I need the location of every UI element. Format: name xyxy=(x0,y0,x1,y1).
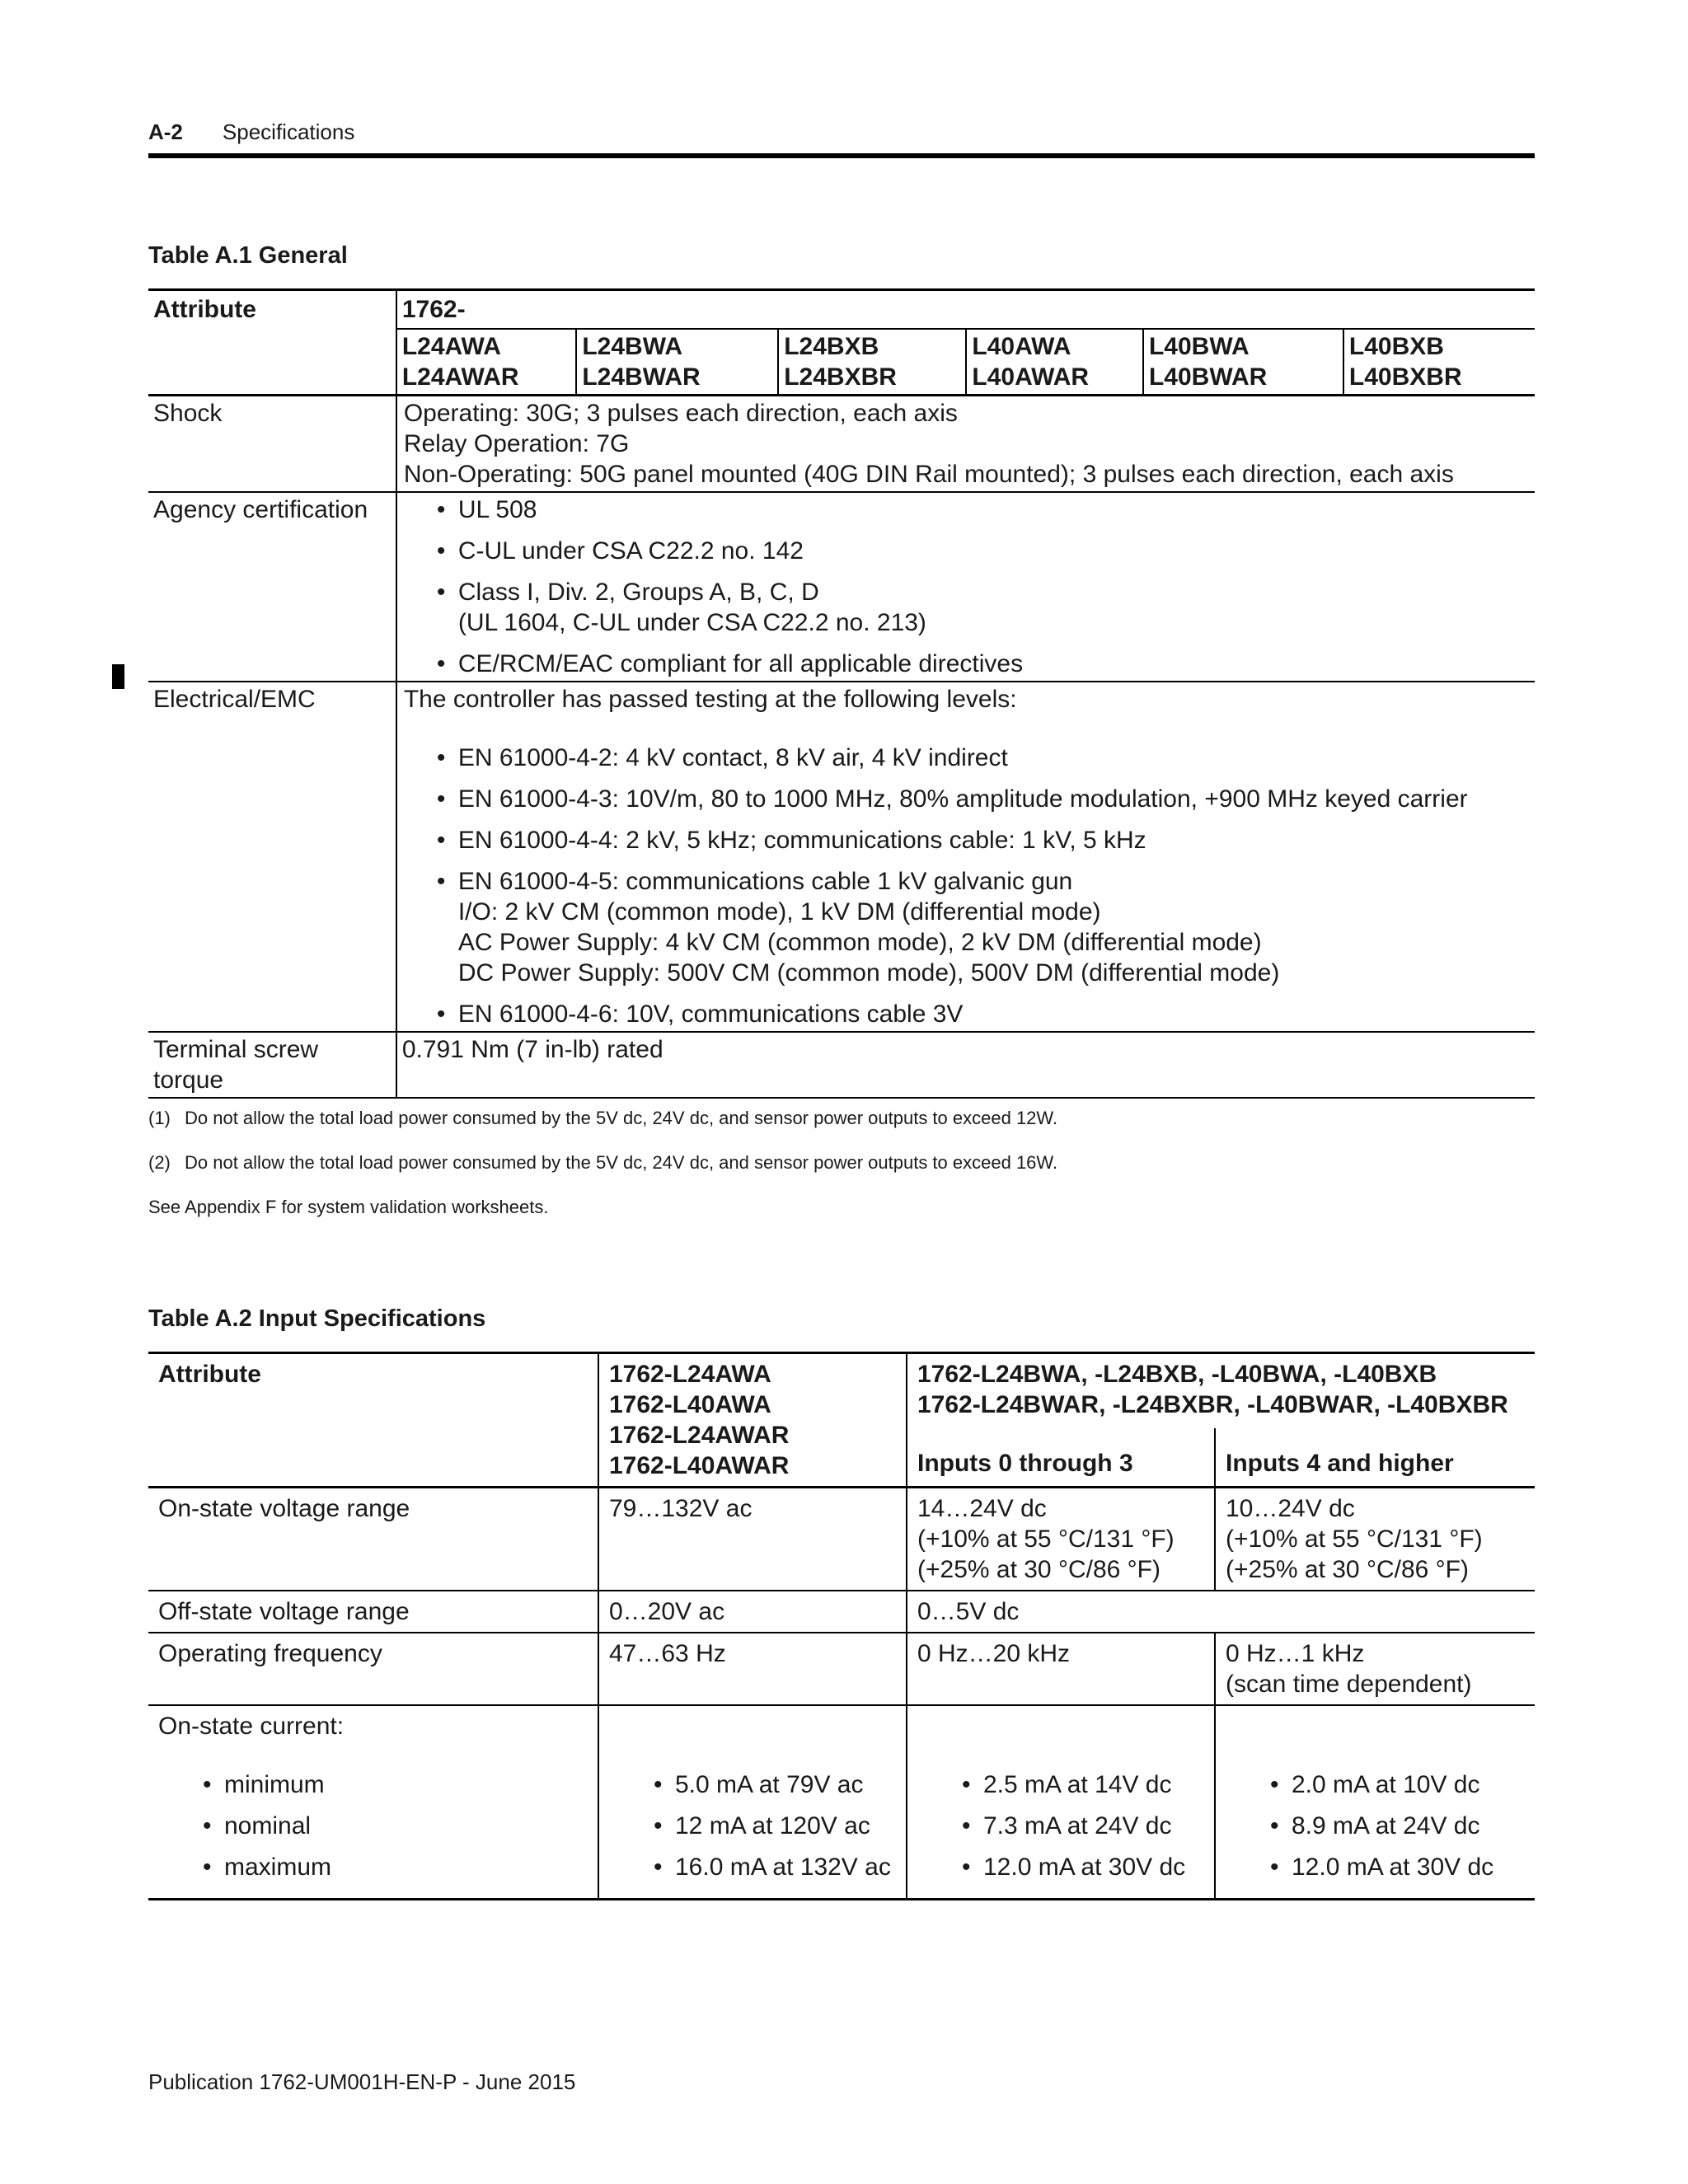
row-agency xyxy=(148,492,1535,682)
table-a2-header-row xyxy=(148,1353,1535,1428)
list-item: • C-UL under CSA C22.2 no. 142 xyxy=(437,536,1530,566)
list-item: • maximum xyxy=(203,1852,588,1882)
list-item: • EN 61000-4-5: communications cable 1 kV galvanic gun I/O: 2 kV CM (common mode), 1 kV DM (differential mode) AC Power Supply: 4 kV CM (common mode), 2 kV DM (differential mode) DC Power Supply: 500V CM (common mode), 500V DM (differential mode) xyxy=(437,866,1530,988)
attribute-header: Attribute xyxy=(148,290,396,396)
on-current-ac xyxy=(598,1705,907,1900)
emc-label: Electrical/EMC xyxy=(148,682,396,1032)
list-item: • nominal xyxy=(203,1811,588,1841)
table-a2-title: Table A.2 Input Specifications xyxy=(148,1305,486,1332)
list-item: • CE/RCM/EAC compliant for all applicable directives xyxy=(437,649,1530,679)
row-on-state-current xyxy=(148,1705,1535,1900)
on-current-dc-high xyxy=(1215,1705,1535,1900)
emc-list xyxy=(404,743,1530,1029)
attribute-header: Attribute xyxy=(148,1353,598,1488)
model-l40awa: L40AWA L40AWAR xyxy=(966,329,1143,396)
running-header xyxy=(148,115,1535,148)
list-item: • 16.0 mA at 132V ac xyxy=(654,1852,896,1882)
current-levels-list xyxy=(158,1769,588,1882)
page-number: A-2 xyxy=(148,120,183,144)
torque-value: 0.791 Nm (7 in-lb) rated xyxy=(401,1036,663,1063)
table-a1-title: Table A.1 General xyxy=(148,242,348,269)
off-voltage-ac: 0…20V ac xyxy=(598,1591,907,1633)
on-voltage-label: On-state voltage range xyxy=(148,1488,598,1591)
on-voltage-dc-low: 14…24V dc (+10% at 55 °C/131 °F) (+25% at 30 °C/86 °F) xyxy=(907,1488,1215,1591)
inputs-0-3-header: Inputs 0 through 3 xyxy=(907,1428,1215,1488)
row-on-state-voltage xyxy=(148,1488,1535,1591)
group-header: 1762- xyxy=(401,296,466,323)
row-off-state-voltage xyxy=(148,1591,1535,1633)
list-item: • EN 61000-4-6: 10V, communications cable 3V xyxy=(437,999,1530,1029)
list-item: • Class I, Div. 2, Groups A, B, C, D (UL 1604, C-UL under CSA C22.2 no. 213) xyxy=(437,577,1530,638)
frequency-dc-low: 0 Hz…20 kHz xyxy=(907,1633,1215,1705)
section-name: Specifications xyxy=(222,120,355,144)
footnote-1: (1) Do not allow the total load power consumed by the 5V dc, 24V dc, and sensor power outputs to exceed 12W. xyxy=(148,1108,1058,1128)
model-l24bwa: L24BWA L24BWAR xyxy=(576,329,778,396)
model-l24bxb: L24BXB L24BXBR xyxy=(778,329,966,396)
list-item: • minimum xyxy=(203,1769,588,1800)
publication-footer: Publication 1762-UM001H-EN-P - June 2015 xyxy=(148,2069,576,2094)
model-l40bxb: L40BXB L40BXBR xyxy=(1343,329,1535,396)
change-bar xyxy=(112,664,124,689)
frequency-ac: 47…63 Hz xyxy=(598,1633,907,1705)
list-item: • 12 mA at 120V ac xyxy=(654,1811,896,1841)
frequency-dc-high: 0 Hz…1 kHz (scan time dependent) xyxy=(1215,1633,1535,1705)
frequency-label: Operating frequency xyxy=(148,1633,598,1705)
header-rule xyxy=(148,153,1535,158)
on-current-label: On-state current: xyxy=(158,1713,345,1740)
dc-models-header: 1762-L24BWA, -L24BXB, -L40BWA, -L40BXB 1762-L24BWAR, -L24BXBR, -L40BWAR, -L40BXBR xyxy=(917,1361,1508,1418)
model-l24awa: L24AWA L24AWAR xyxy=(396,329,577,396)
list-item: • UL 508 xyxy=(437,494,1530,525)
agency-list xyxy=(404,494,1530,679)
ac-models-header: 1762-L24AWA 1762-L40AWA 1762-L24AWAR 1762-L40AWAR xyxy=(598,1353,907,1488)
agency-label: Agency certification xyxy=(148,492,396,682)
list-item: • 2.0 mA at 10V dc xyxy=(1270,1769,1525,1800)
list-item: • 12.0 mA at 30V dc xyxy=(962,1852,1204,1882)
row-shock xyxy=(148,396,1535,493)
shock-label: Shock xyxy=(148,396,396,493)
table-a1-general xyxy=(148,288,1535,1099)
see-also-note: See Appendix F for system validation worksheets. xyxy=(148,1197,549,1217)
emc-value: The controller has passed testing at the following levels: • EN 61000-4-2: 4 kV contact, 8 kV air, 4 kV indirect • EN 61000-4-3: 10V/m, 80 to 1000 MHz, 80% amplitude modulation, +900 MHz keyed carrier • EN 61000-4-4: 2 kV, 5 kHz; communications cable: 1 kV, 5 kHz • EN 61000-4-5: communications cable 1 kV galvanic gun I/O: 2 kV CM (common mode), 1 kV DM (differential mode) AC Power Supply: 4 kV CM (common mode), 2 kV DM (differential mode) DC Power Supply: 500V CM (common mode), 500V DM (differential mode) • EN 61000-4-6: 10V, communications cable 3V xyxy=(396,682,1535,1032)
list-item: • 2.5 mA at 14V dc xyxy=(962,1769,1204,1800)
table-a1-header-row xyxy=(148,290,1535,330)
list-item: • EN 61000-4-2: 4 kV contact, 8 kV air, 4 kV indirect xyxy=(437,743,1530,773)
on-voltage-ac: 79…132V ac xyxy=(598,1488,907,1591)
shock-value: Operating: 30G; 3 pulses each direction, each axis Relay Operation: 7G Non-Operating: 50G panel mounted (40G DIN Rail mounted); 3 pulses each direction, each axis xyxy=(396,396,1535,493)
footnote-2: (2) Do not allow the total load power consumed by the 5V dc, 24V dc, and sensor power outputs to exceed 16W. xyxy=(148,1152,1058,1173)
list-item: • 5.0 mA at 79V ac xyxy=(654,1769,896,1800)
list-item: • 7.3 mA at 24V dc xyxy=(962,1811,1204,1841)
torque-label: Terminal screw torque xyxy=(148,1032,396,1098)
row-torque xyxy=(148,1032,1535,1098)
row-emc xyxy=(148,682,1535,1032)
list-item: • 12.0 mA at 30V dc xyxy=(1270,1852,1525,1882)
row-operating-frequency xyxy=(148,1633,1535,1705)
list-item: • EN 61000-4-4: 2 kV, 5 kHz; communications cable: 1 kV, 5 kHz xyxy=(437,825,1530,855)
on-current-dc-low xyxy=(907,1705,1215,1900)
table-a2-input-specifications xyxy=(148,1352,1535,1900)
agency-value xyxy=(396,492,1535,682)
list-item: • EN 61000-4-3: 10V/m, 80 to 1000 MHz, 80% amplitude modulation, +900 MHz keyed carrier xyxy=(437,784,1530,814)
on-current-label-cell xyxy=(148,1705,598,1900)
list-item: • 8.9 mA at 24V dc xyxy=(1270,1811,1525,1841)
off-voltage-label: Off-state voltage range xyxy=(148,1591,598,1633)
model-l40bwa: L40BWA L40BWAR xyxy=(1143,329,1343,396)
on-voltage-dc-high: 10…24V dc (+10% at 55 °C/131 °F) (+25% at 30 °C/86 °F) xyxy=(1215,1488,1535,1591)
inputs-4-header: Inputs 4 and higher xyxy=(1215,1428,1535,1488)
off-voltage-dc: 0…5V dc xyxy=(907,1591,1535,1633)
